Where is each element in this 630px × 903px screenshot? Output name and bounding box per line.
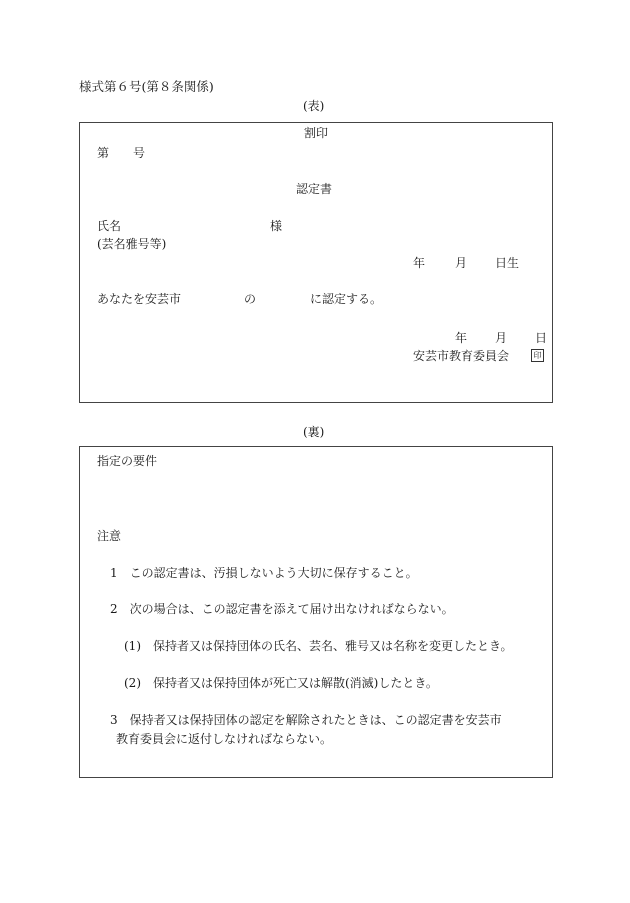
name-label: 氏名 bbox=[97, 219, 122, 233]
birth-day: 日生 bbox=[495, 256, 520, 270]
split-seal-label: 割印 bbox=[304, 126, 329, 140]
form-number: 様式第６号(第８条関係) bbox=[79, 79, 214, 94]
front-side-label: (表) bbox=[303, 99, 325, 113]
note-2-item-1: (1) 保持者又は保持団体の氏名、芸名、雅号又は名称を変更したとき。 bbox=[124, 639, 513, 653]
note-3-line-1: 3 保持者又は保持団体の認定を解除されたときは、この認定書を安芸市 bbox=[110, 713, 502, 727]
seal-stamp-icon: 印 bbox=[531, 349, 544, 362]
notes-label: 注意 bbox=[97, 529, 122, 543]
certificate-title: 認定書 bbox=[296, 182, 333, 196]
certification-text-part2: の bbox=[244, 292, 257, 306]
note-2: 2 次の場合は、この認定書を添えて届け出なければならない。 bbox=[110, 602, 454, 616]
honorific: 様 bbox=[270, 219, 283, 233]
issue-year: 年 bbox=[455, 331, 468, 345]
stage-name-label: (芸名雅号等) bbox=[97, 237, 167, 251]
birth-month: 月 bbox=[455, 256, 468, 270]
back-side-label: (裏) bbox=[303, 425, 325, 439]
certification-text-part3: に認定する。 bbox=[310, 292, 383, 306]
issue-day: 日 bbox=[535, 331, 548, 345]
note-1: 1 この認定書は、汚損しないよう大切に保存すること。 bbox=[110, 566, 418, 580]
issuer-name: 安芸市教育委員会 bbox=[413, 349, 510, 363]
issue-month: 月 bbox=[495, 331, 508, 345]
note-2-item-2: (2) 保持者又は保持団体が死亡又は解散(消滅)したとき。 bbox=[124, 676, 438, 690]
requirements-label: 指定の要件 bbox=[97, 454, 158, 468]
certification-text-part1: あなたを安芸市 bbox=[97, 292, 182, 306]
birth-year: 年 bbox=[413, 256, 426, 270]
certificate-number: 第 号 bbox=[97, 146, 146, 160]
official-seal bbox=[531, 349, 544, 362]
note-3-line-2: 教育委員会に返付しなければならない。 bbox=[116, 732, 333, 746]
